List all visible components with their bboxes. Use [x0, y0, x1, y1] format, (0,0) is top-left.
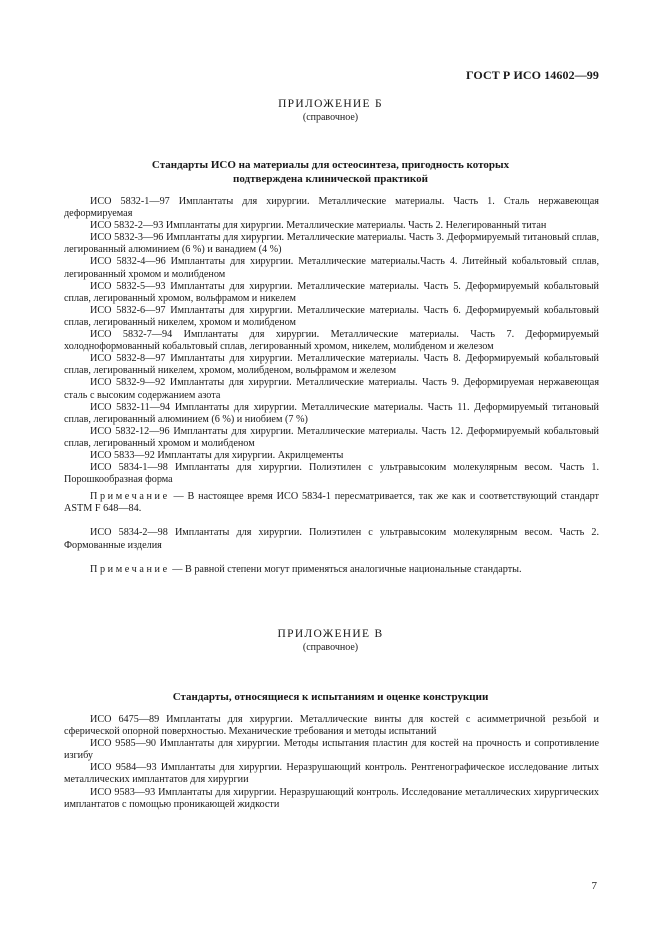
- list-item: ИСО 5832-2—93 Имплантаты для хирургии. Металлические материалы. Часть 2. Нелегированный титан: [90, 220, 547, 232]
- note-2-text: — В равной степени могут применяться аналогичные национальные стандарты.: [169, 563, 522, 575]
- list-item: ИСО 5832-4—96 Имплантаты для хирургии. Металлические материалы.Часть 4. Литейный кобальтовый сплав, легированный хромом и молибденом: [64, 256, 599, 280]
- appendix-b-subtitle: (справочное): [302, 112, 359, 123]
- page-number: 7: [591, 880, 597, 892]
- list-item: ИСО 5832-3—96 Имплантаты для хирургии. Металлические материалы. Часть 3. Деформируемый титановый сплав, легированный алюминием (6 %) и ванадием (4 %): [64, 232, 599, 256]
- list-item: ИСО 9583—93 Имплантаты для хирургии. Неразрушающий контроль. Исследование металлических хирургических имплантатов с помощью проникающей жидкости: [64, 786, 599, 810]
- appendix-b-heading-line2: подтверждена клинической практикой: [233, 173, 428, 185]
- list-item: ИСО 9585—90 Имплантаты для хирургии. Методы испытания пластин для костей на прочность и сопротивление изгибу: [64, 738, 599, 762]
- appendix-c-heading: Стандарты, относящиеся к испытаниям и оценке конструкции: [172, 691, 489, 703]
- list-item: ИСО 5834-1—98 Имплантаты для хирургии. Полиэтилен с ультравысоким молекулярным весом. Часть 1. Порошкообразная форма: [64, 462, 599, 486]
- note-2-label: Примечание: [90, 563, 170, 575]
- list-item: ИСО 5832-11—94 Имплантаты для хирургии. Металлические материалы. Часть 11. Деформируемый титановый сплав, легированный алюминием (6 %) и ниобием (7 %): [64, 401, 599, 425]
- list-item: ИСО 5832-5—93 Имплантаты для хирургии. Металлические материалы. Часть 5. Деформируемый кобальтовый сплав, легированный хромом, вольфрамом и никелем: [64, 280, 599, 304]
- list-item: ИСО 9584—93 Имплантаты для хирургии. Неразрушающий контроль. Рентгенографическое исследование литых металлических имплантатов для хирургии: [64, 762, 599, 786]
- list-item: ИСО 5832-1—97 Имплантаты для хирургии. Металлические материалы. Часть 1. Сталь нержавеющая деформируемая: [64, 196, 599, 220]
- appendix-b-heading-line1: Стандарты ИСО на материалы для остеосинтеза, пригодность которых: [151, 159, 510, 171]
- note-1-text: — В настоящее время ИСО 5834-1 пересматривается, так же как и соответствующий стандарт ASTM F 648—84.: [64, 491, 599, 515]
- note-1: [64, 491, 599, 515]
- list-item: ИСО 5832-9—92 Имплантаты для хирургии. Металлические материалы. Часть 9. Деформируемая нержавеющая сталь с высоким содержанием азота: [64, 377, 599, 401]
- note-1-label: Примечание: [90, 491, 170, 503]
- note-2: [64, 564, 599, 576]
- appendix-b-list: [64, 196, 599, 576]
- list-item: ИСО 5832-12—96 Имплантаты для хирургии. Металлические материалы. Часть 12. Деформируемый кобальтовый сплав, легированный хромом и молибденом: [64, 425, 599, 449]
- appendix-b-title: ПРИЛОЖЕНИЕ Б: [278, 98, 383, 110]
- list-item: ИСО 5832-7—94 Имплантаты для хирургии. Металлические материалы. Часть 7. Деформируемый холоднoформованный кобальтовый сплав, легированный хромом, никелем, молибденом и железом: [64, 329, 599, 353]
- list-item: ИСО 5833—92 Имплантаты для хирургии. Акрилцементы: [90, 449, 344, 461]
- list-item: ИСО 5832-6—97 Имплантаты для хирургии. Металлические материалы. Часть 6. Деформируемый кобальтовый сплав, легированный никелем, хромом и молибденом: [64, 304, 599, 328]
- appendix-c-subtitle: (справочное): [302, 642, 359, 653]
- list-item: ИСО 5832-8—97 Имплантаты для хирургии. Металлические материалы. Часть 8. Деформируемый кобальтовый сплав, легированный никелем, хромом, молибденом, вольфрамом и железом: [64, 353, 599, 377]
- list-item: ИСО 5834-2—98 Имплантаты для хирургии. Полиэтилен с ультравысоким молекулярным весом. Часть 2. Формованные изделия: [64, 527, 599, 551]
- standard-designation: ГОСТ Р ИСО 14602—99: [465, 68, 599, 82]
- appendix-b-heading: [100, 158, 561, 186]
- list-item: ИСО 6475—89 Имплантаты для хирургии. Металлические винты для костей с асимметричной резьбой и сферической опорной поверхностью. Механические требования и методы испытаний: [64, 714, 599, 738]
- appendix-c-title: ПРИЛОЖЕНИЕ В: [277, 628, 384, 640]
- appendix-c-list: [64, 714, 599, 811]
